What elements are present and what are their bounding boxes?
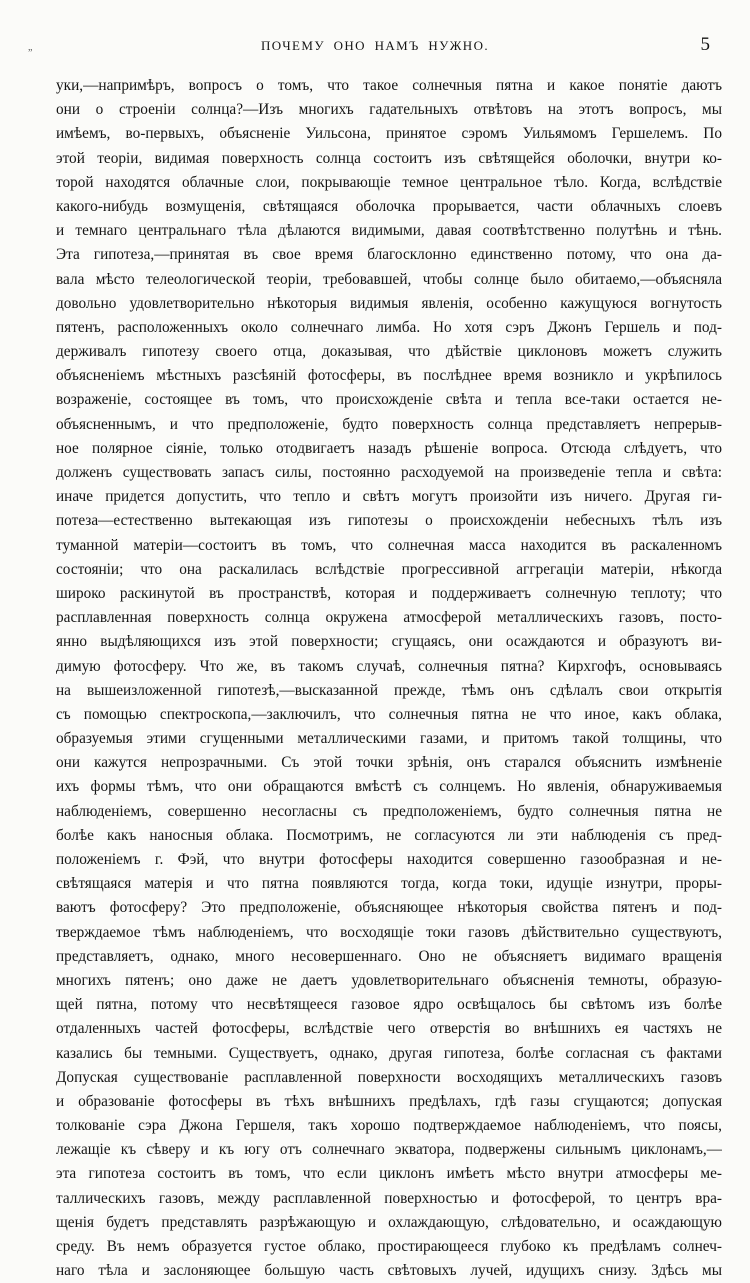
text-line: потеза—естественно вытекающая изъ гипотезы о происхожденіи небесныхъ тѣлъ изъ xyxy=(56,512,722,530)
running-head xyxy=(0,34,750,58)
text-line: торой находятся облачные слои, покрывающіе темное центральное тѣло. Когда, вслѣдствіе xyxy=(56,173,722,191)
text-line: положеніемъ г. Фэй, что внутри фотосферы находится совершенно газообразная и не- xyxy=(56,851,722,868)
text-line: Допуская существованіе расплавленной поверхности восходящихъ металлическихъ газовъ xyxy=(56,1068,722,1086)
page-number: 5 xyxy=(700,34,710,55)
text-line: этой теоріи, видимая поверхность солнца состоитъ изъ свѣтящейся оболочки, внутри ко- xyxy=(56,149,722,167)
text-line: среду. Въ немъ образуется густое облако, простирающееся глубоко къ предѣламъ солнеч- xyxy=(56,1238,722,1255)
text-line: какого-нибудь возмущенія, свѣтящаяся оболочка прорывается, части облачныхъ слоевъ xyxy=(56,197,722,215)
text-line: лежащіе къ сѣверу и къ югу отъ солнечнаго экватора, подвержены сильнымъ циклонамъ,— xyxy=(56,1141,722,1159)
text-line: наблюденіемъ, совершенно несогласны съ предположеніемъ, будто солнечныя пятна не xyxy=(56,802,722,820)
text-line: толкованіе сэра Джона Гершеля, такъ хорошо подтверждаемое наблюденіемъ, что поясы, xyxy=(56,1117,722,1135)
running-title: ПОЧЕМУ ОНО НАМЪ НУЖНО. xyxy=(260,38,490,53)
text-line: состояніи; что она раскалилась вслѣдствіе прогрессивной аггрегаціи матеріи, нѣкогда xyxy=(56,560,722,578)
text-line: широко раскинутой въ пространствѣ, которая и поддерживаетъ солнечную теплоту; что xyxy=(56,584,722,602)
text-line: янно выдѣляющихся изъ этой поверхности; сгущаясь, они осаждаются и образуютъ ви- xyxy=(56,633,722,651)
text-line: они о строеніи солнца?—Изъ многихъ гадательныхъ отвѣтовъ на этотъ вопросъ, мы xyxy=(56,101,722,119)
text-line: объясненіемъ мѣстныхъ разсѣяній фотосферы, въ послѣднее время возникло и укрѣпилось xyxy=(56,367,722,385)
text-line: свѣтящаяся матерія и что пятна появляются тогда, когда токи, идущіе изнутри, проры- xyxy=(56,875,722,893)
text-line: туманной матеріи—состоитъ въ томъ, что солнечная масса находится въ раскаленномъ xyxy=(56,536,722,554)
text-line: вала мѣсто телеологической теоріи, требовавшей, чтобы солнце было обитаемо,—объясняла xyxy=(56,270,722,288)
text-line: образуемыя этими сгущенными металлическими газами, и притомъ такой толщины, что xyxy=(56,730,722,748)
text-line: болѣе какъ наносныя облака. Посмотримъ, не согласуются ли эти наблюденія съ пред- xyxy=(56,826,722,844)
text-line: на вышеизложенной гипотезѣ,—высказанной прежде, тѣмъ онъ сдѣлалъ свои открытія xyxy=(56,681,722,699)
text-line: эта гипотеза состоитъ въ томъ, что если циклонъ имѣетъ мѣсто внутри атмосферы ме- xyxy=(56,1165,722,1183)
text-line: они кажутся непрозрачными. Съ этой точки зрѣнія, онъ старался объяснить измѣненіе xyxy=(56,754,722,772)
text-line: возраженіе, состоящее въ томъ, что происхожденіе свѣта и тепла все-таки остается не- xyxy=(56,391,722,409)
text-line: щей пятна, потому что несвѣтящееся газовое ядро освѣщалось бы свѣтомъ изъ болѣе xyxy=(56,996,722,1014)
text-line: Эта гипотеза,—принятая въ свое время благосклонно единственно потому, что она да- xyxy=(56,246,722,264)
text-line: представляетъ, однако, много несовершеннаго. Оно не объясняетъ видимаго вращенія xyxy=(56,947,722,965)
text-line: уки,—напримѣръ, вопросъ о томъ, что такое солнечныя пятна и какое понятіе даютъ xyxy=(56,77,722,94)
body-text xyxy=(56,74,722,1283)
text-line: и темнаго центральнаго тѣла дѣлаются видимыми, давая соотвѣтственно полутѣнь и тѣнь. xyxy=(56,222,722,240)
text-line: иначе придется допустить, что тепло и свѣтъ могутъ произойти изъ ничего. Другая ги- xyxy=(56,488,722,506)
text-line: ихъ формы тѣмъ, что они обращаются вмѣстѣ съ солнцемъ. Но явленія, обнаруживаемыя xyxy=(56,778,722,796)
text-line: имѣемъ, во-первыхъ, объясненіе Уильсона, принятое сэромъ Уильямомъ Гершелемъ. По xyxy=(56,125,722,143)
text-line: долженъ существовать запасъ силы, постоянно расходуемой на произведеніе тепла и свѣта: xyxy=(56,464,722,481)
text-line: отдаленныхъ частей фотосферы, вслѣдствіе чего отверстія во внѣшнихъ ея частяхъ не xyxy=(56,1020,722,1038)
text-line: казались бы темными. Существуетъ, однако, другая гипотеза, болѣе согласная съ фактами xyxy=(56,1044,722,1062)
text-line: многихъ пятенъ; оно даже не даетъ удовлетворительнаго объясненія темноты, образую- xyxy=(56,971,722,989)
text-line: расплавленная поверхность солнца окружена атмосферой металлическихъ газовъ, посто- xyxy=(56,609,722,627)
text-line: тверждаемое тѣмъ наблюденіемъ, что восходящіе токи газовъ дѣйствительно существуютъ, xyxy=(56,923,722,941)
edge-mark: „ xyxy=(28,42,33,53)
text-line: ное полярное сіяніе, только отодвигаетъ назадъ рѣшеніе вопроса. Отсюда слѣдуетъ, что xyxy=(56,439,722,457)
text-line: ваютъ фотосферу? Это предположеніе, объясняющее нѣкоторыя свойства пятенъ и под- xyxy=(56,899,722,917)
text-line: объясненнымъ, и что предположеніе, будто поверхность солнца представляетъ непрерыв- xyxy=(56,415,722,433)
text-line: и образованіе фотосферы въ тѣхъ внѣшнихъ предѣлахъ, гдѣ газы сгущаются; допуская xyxy=(56,1092,722,1110)
text-line: димую фотосферу. Что же, въ такомъ случаѣ, солнечныя пятна? Кирхгофъ, основываясь xyxy=(56,657,722,675)
text-line: довольно удовлетворительно нѣкоторыя видимыя явленія, особенно кажущуюся вогнутость xyxy=(56,294,722,312)
text-line: пятенъ, расположенныхъ около солнечнаго лимба. Но хотя сэръ Джонъ Гершель и под- xyxy=(56,318,722,336)
text-line: держивалъ гипотезу своего отца, доказывая, что дѣйствіе циклоновъ можетъ служить xyxy=(56,343,722,361)
text-line: щенія будетъ представлять разрѣжающую и охлаждающую, слѣдовательно, и осаждающую xyxy=(56,1213,722,1231)
text-line: съ помощью спектроскопа,—заключилъ, что солнечныя пятна не что иное, какъ облака, xyxy=(56,705,722,723)
text-line: наго тѣла и заслоняющее большую часть свѣтовыхъ лучей, идущихъ снизу. Здѣсь мы xyxy=(56,1262,722,1280)
text-line: таллическихъ газовъ, между расплавленной поверхностью и фотосферой, то центръ вра- xyxy=(56,1189,722,1207)
